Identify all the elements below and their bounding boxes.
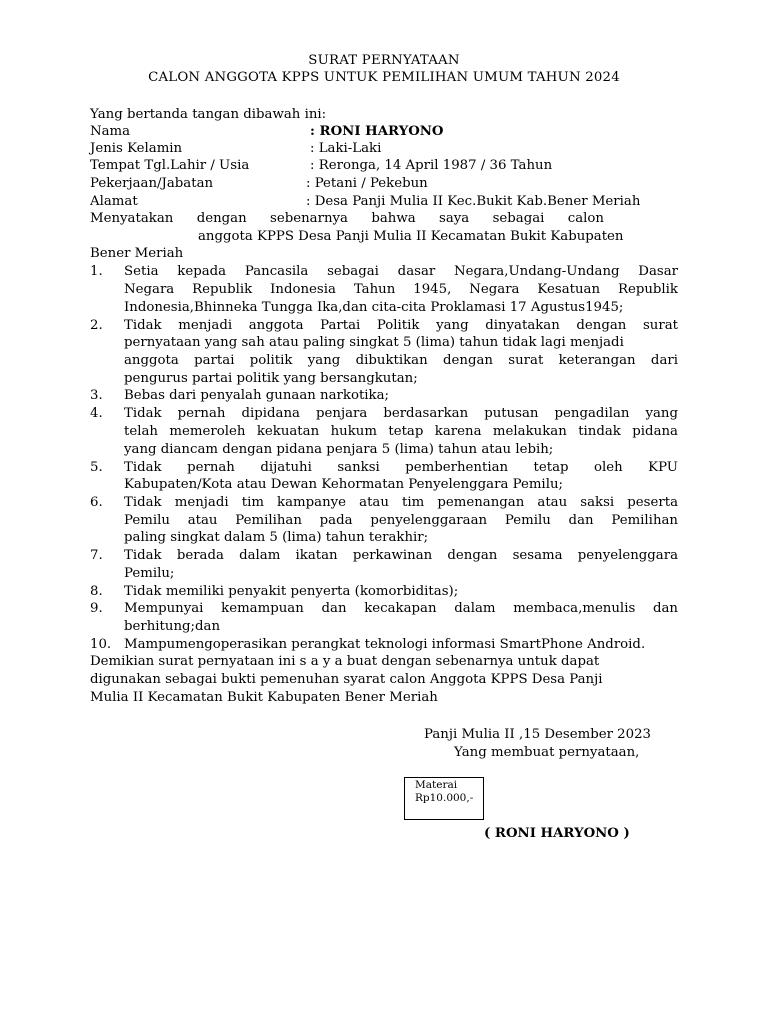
identity-value-birth: : Reronga, 14 April 1987 / 36 Tahun (310, 158, 553, 173)
item-6-line-2: Pemilu atau Pemilihan pada penyelenggaraan Pemilu dan Pemilihan (124, 513, 678, 528)
item-5-line-1: Tidak pernah dijatuhi sanksi pemberhentian tetap oleh KPU (124, 460, 678, 475)
signature-place-date: Panji Mulia II ,15 Desember 2023 (424, 727, 652, 742)
item-1-line-3: Indonesia,Bhinneka Tungga Ika,dan cita-cita Proklamasi 17 Agustus1945; (124, 300, 624, 315)
item-2-number: 2. (90, 318, 103, 333)
item-1-line-2: Negara Republik Indonesia Tahun 1945, Negara Kesatuan Republik (124, 282, 678, 297)
item-4-line-2: telah memeroleh kekuatan hukum tetap karena melakukan tindak pidana (124, 424, 678, 439)
item-9-line-1: Mempunyai kemampuan dan kecakapan dalam membaca,menulis dan (124, 601, 678, 616)
item-10-line-1: Mampumengoperasikan perangkat teknologi informasi SmartPhone Android. (124, 637, 646, 652)
item-6-line-3: paling singkat dalam 5 (lima) tahun terakhir; (124, 530, 429, 545)
item-3-line-1: Bebas dari penyalah gunaan narkotika; (124, 388, 390, 403)
statement-line-3: Bener Meriah (90, 246, 184, 261)
item-9-number: 9. (90, 601, 103, 616)
document-subtitle: CALON ANGGOTA KPPS UNTUK PEMILIHAN UMUM TAHUN 2024 (148, 70, 620, 85)
signature-name: ( RONI HARYONO ) (484, 826, 630, 841)
closing-line-1: Demikian surat pernyataan ini s a y a buat dengan sebenarnya untuk dapat (90, 654, 600, 669)
name-value: : RONI HARYONO (310, 124, 444, 139)
item-2-line-3: anggota partai politik yang dibuktikan dengan surat keterangan dari (124, 353, 678, 368)
item-6-number: 6. (90, 495, 103, 510)
identity-label-name: Nama (90, 124, 131, 139)
item-4-number: 4. (90, 406, 103, 421)
stamp-label: Materai (415, 779, 458, 791)
identity-value-address: : Desa Panji Mulia II Kec.Bukit Kab.Bener Meriah (306, 194, 641, 209)
item-9-line-2: berhitung;dan (124, 619, 221, 634)
stamp-box (404, 777, 484, 820)
item-6-line-1: Tidak menjadi tim kampanye atau tim pemenangan atau saksi peserta (124, 495, 678, 510)
document-title: SURAT PERNYATAAN (308, 53, 460, 68)
identity-label-job: Pekerjaan/Jabatan (90, 176, 214, 191)
item-4-line-1: Tidak pernah dipidana penjara berdasarkan putusan pengadilan yang (124, 406, 678, 421)
item-8-line-1: Tidak memiliki penyakit penyerta (komorbiditas); (124, 584, 459, 599)
item-4-line-3: yang diancam dengan pidana penjara 5 (lima) tahun atau lebih; (124, 442, 554, 457)
item-2-line-2: pernyataan yang sah atau paling singkat 5 (lima) tahun tidak lagi menjadi (124, 335, 624, 350)
identity-value-name (310, 123, 444, 140)
identity-value-job: : Petani / Pekebun (306, 176, 428, 191)
item-2-line-1: Tidak menjadi anggota Partai Politik yang dinyatakan dengan surat (124, 318, 678, 333)
item-5-line-2: Kabupaten/Kota atau Dewan Kehormatan Penyelenggara Pemilu; (124, 477, 563, 492)
identity-label-address: Alamat (90, 194, 138, 209)
closing-line-2: digunakan sebagai bukti pemenuhan syarat calon Anggota KPPS Desa Panji (90, 672, 603, 687)
item-1-number: 1. (90, 264, 103, 279)
statement-line-1: Menyatakan dengan sebenarnya bahwa saya sebagai calon (90, 211, 604, 226)
item-7-number: 7. (90, 548, 103, 563)
item-1-line-1: Setia kepada Pancasila sebagai dasar Negara,Undang-Undang Dasar (124, 264, 678, 279)
item-2-line-4: pengurus partai politik yang bersangkutan; (124, 371, 418, 386)
closing-line-3: Mulia II Kecamatan Bukit Kabupaten Bener Meriah (90, 690, 438, 705)
item-5-number: 5. (90, 460, 103, 475)
statement-line-2: anggota KPPS Desa Panji Mulia II Kecamatan Bukit Kabupaten (198, 229, 624, 244)
item-7-line-2: Pemilu; (124, 566, 175, 581)
item-10-number: 10. (90, 637, 112, 652)
stamp-value: Rp10.000,- (415, 792, 474, 804)
intro-text: Yang bertanda tangan dibawah ini: (90, 107, 327, 122)
item-7-line-1: Tidak berada dalam ikatan perkawinan dengan sesama penyelenggara (124, 548, 678, 563)
identity-label-gender: Jenis Kelamin (90, 141, 183, 156)
item-8-number: 8. (90, 584, 103, 599)
identity-value-gender: : Laki-Laki (310, 141, 382, 156)
item-3-number: 3. (90, 388, 103, 403)
signature-maker-label: Yang membuat pernyataan, (454, 745, 640, 760)
identity-label-birth: Tempat Tgl.Lahir / Usia (90, 158, 250, 173)
